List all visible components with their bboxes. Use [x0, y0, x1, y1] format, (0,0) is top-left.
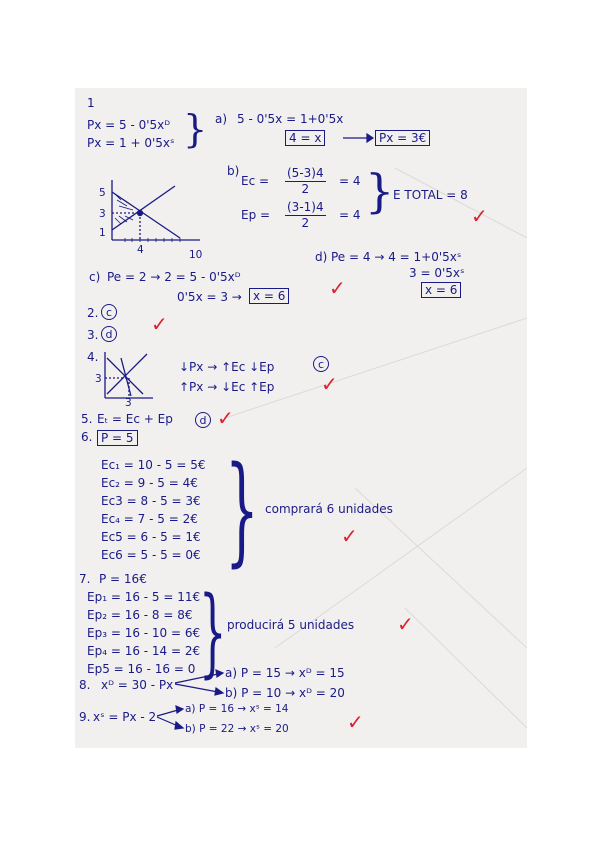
q6-check-mark: ✓: [341, 524, 358, 548]
q2-number: 2.: [87, 306, 99, 320]
q1d-line2: 3 = 0'5xˢ: [409, 266, 465, 280]
q7-price: P = 16€: [99, 572, 147, 586]
q8-part-b: b) P = 10 → xᴰ = 20: [225, 686, 345, 700]
q2-answer-circle: c: [101, 304, 117, 320]
q1d-label: d): [315, 250, 328, 264]
q1-graph-y-tick-3: 3: [99, 208, 106, 220]
q6-row-4: Ec₄ = 7 - 5 = 2€: [101, 512, 198, 526]
q1b-ec-denominator: 2: [301, 182, 310, 196]
q1b-ep-numerator: (3-1)4: [287, 200, 324, 214]
q1b-ep-fraction: [285, 200, 326, 231]
q1c-label: c): [89, 270, 101, 284]
q5-number: 5.: [81, 412, 93, 426]
q8-equation: xᴰ = 30 - Px: [101, 678, 174, 692]
q6-row-1: Ec₁ = 10 - 5 = 5€: [101, 458, 206, 472]
q1b-check-mark: ✓: [471, 204, 488, 228]
q9-part-a: a) P = 16 → xˢ = 14: [185, 703, 289, 715]
q1-hatching: [115, 194, 133, 224]
q7-conclusion: producirá 5 unidades: [227, 618, 355, 632]
q1a-equation: 5 - 0'5x = 1+0'5x: [237, 112, 344, 126]
q7-brace: }: [199, 576, 227, 688]
q1b-ep-denominator: 2: [301, 216, 310, 230]
q1-demand-line: [112, 192, 180, 238]
q4-check-mark: ✓: [321, 372, 338, 396]
q3-number: 3.: [87, 328, 99, 342]
q7-row-1: Ep₁ = 16 - 5 = 11€: [87, 590, 201, 604]
q4-answer-circle: c: [313, 356, 329, 372]
q6-row-3: Ec3 = 8 - 5 = 3€: [101, 494, 201, 508]
q1c-answer: x = 6: [249, 288, 289, 304]
q1-supply-line: [112, 186, 175, 230]
q1c-line1: Pe = 2 → 2 = 5 - 0'5xᴰ: [107, 270, 241, 284]
q8-number: 8.: [79, 678, 91, 692]
q3-answer-circle: d: [101, 326, 117, 342]
q1a-answer-x: 4 = x: [285, 130, 325, 146]
q1c-check-mark: ✓: [329, 276, 346, 300]
q9-check-mark: ✓: [347, 710, 364, 734]
q6-row-2: Ec₂ = 9 - 5 = 4€: [101, 476, 198, 490]
q7-row-4: Ep₄ = 16 - 14 = 2€: [87, 644, 201, 658]
q9-number: 9.: [79, 710, 91, 724]
q1d-line1: Pe = 4 → 4 = 1+0'5xˢ: [331, 250, 462, 264]
q6-price: P = 5: [97, 430, 138, 446]
q1b-ec-result: = 4: [339, 174, 361, 188]
q1-graph-y-tick-5: 5: [99, 187, 106, 199]
q5-answer-circle: d: [195, 412, 211, 428]
q8-part-a: a) P = 15 → xᴰ = 15: [225, 666, 345, 680]
q1b-label: b): [227, 164, 240, 178]
q1-graph-x-tick-10: 10: [189, 249, 203, 261]
q4-line2: ↑Px → ↓Ec ↑Ep: [179, 380, 275, 394]
q4-supply-line: [107, 354, 147, 394]
q1b-brace: }: [365, 164, 395, 218]
q6-row-6: Ec6 = 5 - 5 = 0€: [101, 548, 201, 562]
q6-brace: }: [225, 440, 259, 578]
q6-conclusion: comprará 6 unidades: [265, 502, 393, 516]
q1-equilibrium-point: [138, 211, 143, 216]
q4-number: 4.: [87, 350, 99, 364]
q1a-label: a): [215, 112, 228, 126]
q1b-ep-result: = 4: [339, 208, 361, 222]
q9-part-b: b) P = 22 → xˢ = 20: [185, 723, 289, 735]
q7-row-5: Ep5 = 16 - 16 = 0: [87, 662, 196, 676]
handwritten-sheet: [75, 88, 527, 748]
q1-demand-equation: Px = 5 - 0'5xᴰ: [87, 118, 171, 132]
q7-row-3: Ep₃ = 16 - 10 = 6€: [87, 626, 201, 640]
q5-check-mark: ✓: [217, 406, 234, 430]
q1-given-brace: }: [183, 107, 208, 151]
q1b-ec-fraction: [285, 166, 326, 197]
q1d-answer: x = 6: [421, 282, 461, 298]
q1b-total: E TOTAL = 8: [393, 188, 468, 202]
q9-equation: xˢ = Px - 2: [93, 710, 157, 724]
q1-number: 1: [87, 96, 95, 110]
q7-row-2: Ep₂ = 16 - 8 = 8€: [87, 608, 193, 622]
q1b-ep-label: Ep =: [241, 208, 271, 222]
q4-graph-x-tick: 3: [125, 397, 132, 409]
q1b-ec-numerator: (5-3)4: [287, 166, 324, 180]
q1-supply-equation: Px = 1 + 0'5xˢ: [87, 136, 175, 150]
q4-graph: [105, 352, 153, 398]
q1-graph-y-tick-1: 1: [99, 227, 106, 239]
q4-line1: ↓Px → ↑Ec ↓Ep: [179, 360, 275, 374]
q7-number: 7.: [79, 572, 91, 586]
q9-branch-arrows: [157, 706, 183, 729]
q7-check-mark: ✓: [397, 612, 414, 636]
q5-formula: Eₜ = Ec + Ep: [97, 412, 173, 426]
q1-graph: [112, 180, 200, 242]
q6-number: 6.: [81, 430, 93, 444]
q1a-arrow: [343, 134, 373, 142]
q6-row-5: Ec5 = 6 - 5 = 1€: [101, 530, 201, 544]
q1-graph-x-tick-4: 4: [137, 244, 144, 256]
q1c-line2: 0'5x = 3 →: [177, 290, 242, 304]
q1a-answer-p: Px = 3€: [375, 130, 430, 146]
q4-graph-y-tick: 3: [95, 373, 102, 385]
q3-check-mark: ✓: [151, 312, 168, 336]
q1b-ec-label: Ec =: [241, 174, 270, 188]
